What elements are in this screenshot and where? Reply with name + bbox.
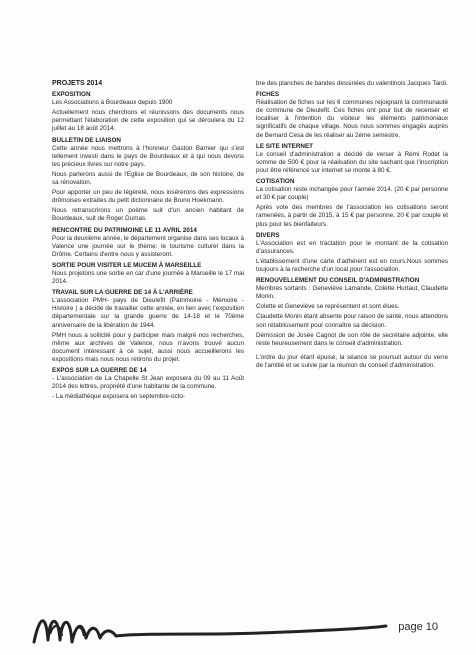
paragraph: Nous retranscrirons un poème suit d'un ancien habitant de Bourdeaux, suit de Roger Dumas. [52,207,244,223]
paragraph: Les Associations à Bourdeaux depuis 1900 [52,99,173,107]
heading-site: LE SITE INTERNET [256,142,314,150]
paragraph: Le conseil d'administration a décidé de verser à Rémi Rodet la somme de 500 € pour la réalisation du site sachant que l'inscription pour être référencé sur internet se monte à 80 €. [256,150,448,174]
paragraph: - L'association de La Chapelle St Jean exposera du 09 au 11 Août 2014 des lettres, propriété d'une habitante de la commune. [52,375,244,391]
paragraph: Claudette Monin étant absente pour raison de santé, nous attendons son rétablissement pour connaître sa décision. [256,313,448,329]
right-column [256,80,448,372]
paragraph: Colette et Geneviève se représentent et sont élues. [256,303,400,311]
paragraph: L'association PMH- pays de Dieulefit (Patrimoine - Mémoire - Histoire ) a décidé de travailler cette année, en lien avec l'exposition départementale sur la grande guerre de 14-18 et le 70ème anniversaire de la libération de 1944. [52,297,244,329]
heading-bulletin: BULLETIN DE LIAISON [52,136,121,144]
paragraph: Nous projetons une sortie en car d'une journée à Marseille le 17 mai 2014. [52,269,244,286]
left-column [52,80,244,403]
paragraph: Membres sortants : Geneviève Lamande, Colette Hurtaut, Claudette Monin. [256,285,448,301]
heading-cotisation: COTISATION [256,178,295,186]
heading-rencontre: RENCONTRE DU PATRIMOINE LE 11 AVRIL 2014 [52,226,197,234]
heading-renouvellement: RENOUVELLEMENT DU CONSEIL D'ADMINISTRATION [256,277,420,285]
heading-exposition: EXPOSITION [52,91,91,99]
paragraph: L'Association est en tractation pour le montant de la cotisation d'assurances. [256,239,448,255]
paragraph: - La médiathèque exposera en septembre-octo- [52,393,186,401]
paragraph: Pour la deuxième année, le département organise dans ses locaux à Valence une journée sur le thème: le tourisme culturel dans la Drôme. Certains d'entre nous y assisteront. [52,234,244,258]
paragraph: Actuellement nous cherchons et réunissons des documents nous permettant l'élaboration de cette exposition qui se déroulera du 12 juillet au 18 août 2014. [52,109,244,133]
decorative-scribble-icon [30,604,390,654]
paragraph: Cette année nous mettrons à l'honneur Gaston Barnier qui s'est tellement investi dans le pays de Bourdeaux et à qui nous devons les précieux livres sur notre pays. [52,144,244,168]
paragraph: Réalisation de fiches sur les 6 communes rejoignant la communauté de commune de Dieulefit. Ces fiches ont pour but de recenser et localiser à l'intention du visiteur les éléments patrimoniaux significatifs de chaque village. Nous nous sommes engagés auprès de Bernard Cesa de les réaliser au 2ème semestre. [256,99,448,139]
closing-paragraph: L'ordre du jour étant épuisé, la séance se poursuit autour du verre de l'amitié et se suivie par la réunion du conseil d'administration. [256,353,448,369]
paragraph: Après vote des membres de l'association les cotisations seront ramenées, à partir de 2015, à 15 € par personne, 20 € par couple et plus pour les bienfaiteurs. [256,204,448,228]
heading-fiches: FICHES [256,91,280,99]
paragraph: Pour apporter un peu de légèreté, nous insèrerons des expressions drômoises extraites du petit dictionnaire de Bruno Hoekmann. [52,189,244,205]
paragraph: PMH nous a sollicité pour y participer mais malgré nos recherches, même aux archives de Valence, nous n'avons trouvé aucun document intéressant à ce sujet, aussi nous accueillerons les expositions mais nous nous retirons du projet. [52,331,244,363]
paragraph: Démission de Josée Cagnot de son rôle de secrétaire adjointe, elle reste heureusement dans le conseil d'administration. [256,331,448,347]
heading-travail: TRAVAIL SUR LA GUERRE DE 14 À L'ARRIÈRE [52,289,193,297]
paragraph: Nous parlerons aussi de l'Eglise de Bourdeaux, de son histoire, de sa rénovation. [52,170,244,187]
paragraph: La cotisation reste inchangée pour l'année 2014. (20 € par personne et 30 € par couple) [256,186,448,202]
paragraph: bre des planches de bandes dessinées du valentinois Jacques Tardi. [256,80,448,87]
heading-divers: DIVERS [256,231,280,239]
paragraph: L'établissement d'une carte d'adhérent est en cours.Nous sommes toujours à la recherche d'un local pour l'association. [256,257,448,273]
page-number: page 10 [398,621,438,633]
heading-sortie: SORTIE POUR VISITER LE MUCEM À MARSEILLE [52,261,202,269]
section-title: PROJETS 2014 [52,80,103,87]
heading-expos: EXPOS SUR LA GUERRE DE 14 [52,367,147,374]
